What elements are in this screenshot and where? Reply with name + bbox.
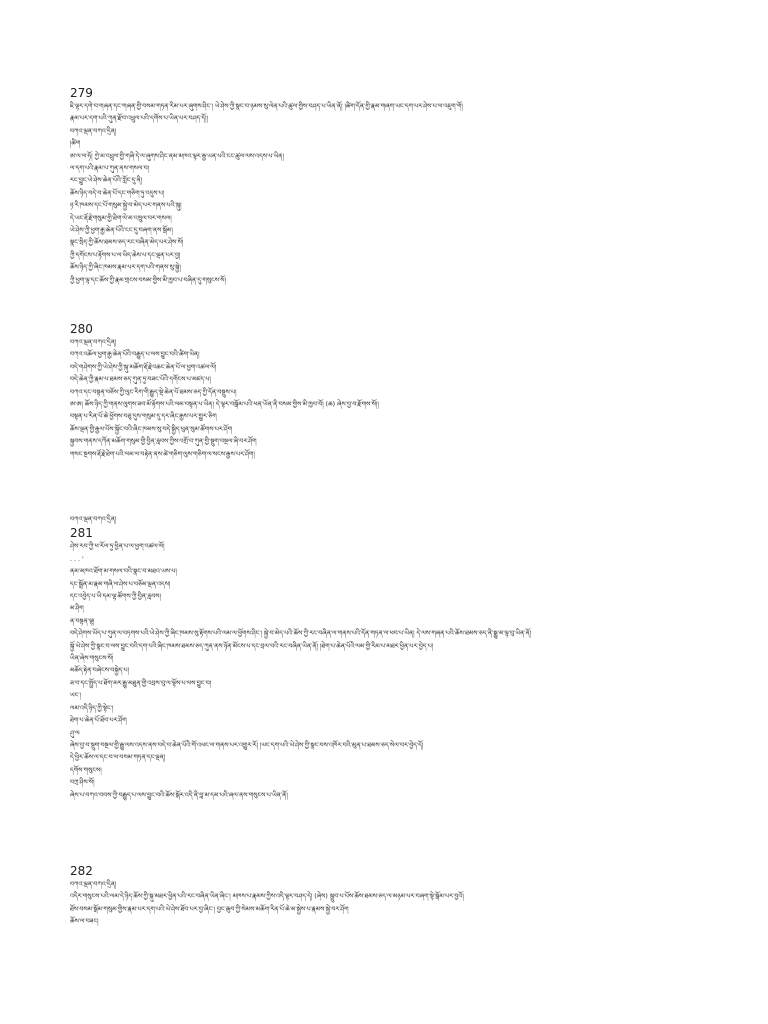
text-line: ཉ་རི་ཁམས་དང་པོ་གསུམ་སྐྱེ་བ་མེད་པར་གནས་པའི་སྐུ། bbox=[70, 202, 182, 210]
text-line: ཡང་། bbox=[70, 692, 81, 700]
text-line: བཀའ་ལྡན་བཀའ་དྲིན། bbox=[70, 339, 117, 346]
text-line: ཞེས་པ་བཀའ་བབས་ཀྱི་བརྒྱུད་པ་ལས་བྱུང་བའི་ཆོས་སྐོར་འདི་ནི་བླ་མ་དམ་པའི་ཞལ་ནས་གསུངས་པ་ཡིན་ནོ། bbox=[70, 791, 288, 799]
text-line: བདེ་གཤེགས་ཀྱི་ཡེ་ཤེས་ཀྱི་སྐུ་མཆོག་རྡོ་རྗེ་འཆང་ཆེན་པོ་ལ་ཕྱག་འཚལ་ལོ། bbox=[70, 363, 217, 371]
text-line: ཡིན་ཞེས་གསུངས་སོ། bbox=[70, 655, 114, 663]
section-281 bbox=[70, 514, 698, 802]
text-line: མཆོད་རྟེན་བཞེངས་བསྐྱེད་པ། bbox=[70, 667, 129, 675]
text-line: དང་སྒྲོན་མ་རྣམ་གཞི་ལ་ཤེས་པ་བཅོམ་ལྡན་འདས། bbox=[70, 580, 171, 588]
text-line: ཐེག་པ་ཆེན་པོ་ཐོབ་པར་ཤོག bbox=[70, 717, 127, 725]
text-line: ཡེ་ཤེས་ཀྱི་ཕྱག་རྒྱ་ཆེན་པོའི་ངང་དུ་བཞག་ནས་སྒོམ། bbox=[70, 227, 173, 235]
section-282 bbox=[70, 864, 698, 929]
text-line: མ་ཤིག bbox=[70, 605, 84, 613]
text-line: ལམ་འདི་ཉིད་ཀྱི་སྟེང་། bbox=[70, 704, 114, 712]
text-line: སྐྱབས་གནས་དཀོན་མཆོག་གསུམ་གྱི་བྱིན་རླབས་ཀྱིས་འགྲོ་བ་ཀུན་གྱི་སྡུག་བསྔལ་ཞི་བར་ཤོག bbox=[70, 438, 257, 446]
text-line: དགོས་གསུངས། bbox=[70, 766, 102, 774]
text-line: ཨ་ལ་ལ་ཧོ། ཀྱེ་མ་འཕྲུལ་གྱི་གཞི་དེ་ལ་ཞུགས་ཤིང་ནམ་མཁའ་ལྟར་རྒྱ་ཡན་པའི་ངང་ཚུལ་ལས་འདས་པ་ཡིན། bbox=[70, 152, 284, 160]
text-line: ཞེས་བྱ་བ་སྡུག་བསྔལ་གྱི་རྒྱུ་ལས་འདས་ནས་བདེ་བ་ཆེན་པོའི་གོ་འཕང་ལ་གནས་པར་འགྱུར་རོ། །ཡང་དག་པའི་ཡེ་ཤེས་ཀྱི་སྣང་བས་འཁོར་བའི་མུན་པ་ཐམས་ཅད་སེལ་བར་བྱེད་དོ། bbox=[70, 741, 424, 749]
text-line: དེ་ཕྱིར་ཆོས་ལ་དང་བ་ལ་བསམ་གཏན་དང་ལྡན། bbox=[70, 754, 166, 762]
text-line: འདིར་གསུངས་པའི་ལམ་དེ་ཉིད་ཆོས་ཀྱི་སྐུ་མཐར་ཕྱིན་པའི་རང་བཞིན་ཡིན་ཞིང་། མཁས་པ་རྣམས་ཀྱིས་འདི་ལྟར་བཤད་དེ། (ཞེས) སྒྲུབ་པ་པོས་ཆོས་ཐམས་ཅད་ལ་མཉམ་པར་བཞག་སྟེ་སྒོམ་པར་བྱའོ། bbox=[70, 893, 464, 901]
page-number: 279 bbox=[70, 86, 93, 100]
text-line: ཐོས་བསམ་སྒོམ་གསུམ་གྱིས་རྣམ་པར་དག་པའི་ཡེ་ཤེས་ཐོབ་པར་བྱ་ཞིང་། བྱང་ཆུབ་ཀྱི་སེམས་མཆོག་རིན་པོ་ཆེ་མ་སྐྱེས་པ་རྣམས་སྐྱེ་བར་ཤོག bbox=[70, 905, 349, 913]
text-line: རང་བྱུང་ཡེ་ཤེས་ཆེན་པོའི་ཀློང་དུ་ནི། bbox=[70, 177, 143, 185]
text-line: བདེ་ཆེན་ཀྱི་རྣམ་པ་ཐམས་ཅད་ཀུན་ཏུ་བཟང་པོའི་དགོངས་པ་མཛད་པ། bbox=[70, 376, 211, 384]
text-line: བཀའ་ལྡན་བཀའ་དྲིན། bbox=[70, 881, 117, 888]
text-line: བཀའ་ལྡན་བཀའ་དྲིན། bbox=[70, 516, 117, 523]
page-number: 281 bbox=[70, 526, 93, 541]
text-line: ཤེས་རབ་ཀྱི་ཕ་རོལ་ཏུ་ཕྱིན་པ་ལ་ཕྱག་འཚལ་ལོ། bbox=[70, 543, 165, 551]
section-279 bbox=[70, 86, 698, 287]
page-number: 282 bbox=[70, 864, 93, 878]
section-280 bbox=[70, 322, 698, 461]
text-line: རྣམ་པར་དག་པའི་ཀུན་རྫོབ་འཕྲུལ་པའི་དགོས་པ་ཡིན་པར་བཤད་དོ།། bbox=[70, 115, 208, 123]
text-line: སྣང་སྲིད་ཀྱི་ཆོས་ཐམས་ཅད་རང་བཞིན་མེད་པར་ཤེས་སོ། bbox=[70, 239, 184, 247]
text-line: ཨ་ཨ། ཆོས་ཉིད་ཀྱི་གནས་ལུགས་ཟབ་མོ་རྟོགས་པའི་ལམ་བསྟན་པ་ཡིན། དེ་ལྟར་བསྒོམ་པའི་ཕན་ཡོན་ནི་བསམ་གྱིས་མི་ཁྱབ་བོ། (ཆ) ཞེས་བྱ་བ་རྫོགས་སོ།། bbox=[70, 401, 379, 409]
text-line: སྐྱོ་ཡེ་ཤེས་ཀྱི་སྣང་བ་ལས་བྱུང་བའི་དག་པའི་ཞིང་ཁམས་ཐམས་ཅད་ཀུན་ནས་ཉོན་མོངས་པ་དང་བྲལ་བའི་རང་བཞིན་ཡིན་ནོ། །ཐེག་པ་ཆེན་པོའི་ལམ་གྱི་རིམ་པ་མཐར་ཕྱིན་པར་བྱེད་པ། bbox=[70, 642, 434, 650]
text-line: ལ་དག་པའི་རྣམ་པ་ཀུན་ནས་གསལ་བ། bbox=[70, 165, 150, 173]
text-line: དེ་ཡང་རྡོ་རྗེ་གསུམ་གྱི་ཐིག་ལེ་མ་འཁྲུལ་བར་གསལ། bbox=[70, 214, 172, 222]
text-line: །ཚིག bbox=[70, 140, 81, 148]
text-line: གསང་སྔགས་རྡོ་རྗེ་ཐེག་པའི་ལམ་ལ་བརྟེན་ནས་ཚེ་གཅིག་ལུས་གཅིག་ལ་སངས་རྒྱས་པར་ཤོག། bbox=[70, 450, 255, 458]
text-line: ན་བསྟན་ལྟ། bbox=[70, 617, 95, 625]
text-line: ཆོས་ཉིད་བདེ་བ་ཆེན་པོ་དང་གཅིག་ཏུ་འདུས་པ། bbox=[70, 189, 165, 197]
text-line: བཀའ་འཆོལ་ཕྱག་རྒྱ་ཆེན་པོའི་བརྒྱུད་པ་ལས་བྱུང་བའི་ཚིག་ཡིན། bbox=[70, 351, 200, 359]
text-line: ཀྱི་ཕྱག་ལྟ་དང་ཆོས་ཀྱི་རྣམ་གྲངས་བསམ་གྱིས་མི་ཁྱབ་པ་བཞིན་དུ་གསུངས་སོ། bbox=[70, 276, 226, 284]
text-line: ཟ་བ་དང་སྤྱོད་པ་ཐོག་མར་རྒྱུ་མཐུན་གྱི་འབྲས་བུ་ལ་ལྟོས་པ་ལས་བྱུང་བ། bbox=[70, 679, 212, 687]
text-line: ཤུ་ལ bbox=[70, 729, 80, 737]
page-number: 280 bbox=[70, 322, 93, 336]
text-line: བཀྲ་ཤིས་སོ། bbox=[70, 779, 95, 787]
text-line: བཀའ་དང་བསྟན་བཅོས་ཀྱི་ལུང་རིག་གི་རྒྱུད་སྡེ་ཆེན་པོ་ཐམས་ཅད་ཀྱི་དོན་བསྡུས་པ། bbox=[70, 388, 237, 396]
text-line: . . . ' bbox=[70, 555, 84, 563]
text-line: བསྟན་པ་རིན་པོ་ཆེ་ཕྱོགས་བཅུ་དུས་གསུམ་དུ་དར་ཞིང་རྒྱས་པར་གྱུར་ཅིག bbox=[70, 413, 217, 421]
text-line: ཇི་ལྟར་དགེ་བ་གཞན་དང་གཞན་གྱི་བསམ་གཏན་རིམ་པར་ཞུགས་ཤིང་། ཡེ་ཤེས་ཀྱི་སྣང་བ་ཉམས་སུ་ལེན་པའི་ཚུལ་གྱིས་བཤད་པ་ཡིན་ནོ། །ཚིག་དོན་གྱི་རྣམ་གཞག་ཡང་དག་པར་ཤེས་པ་ལ་འཇུག་གོ། bbox=[70, 103, 463, 110]
text-line: ཆོས་ལ་བཟང། bbox=[70, 918, 99, 926]
text-line: ནམ་མཁའ་ཐོག་མ་གསལ་བའི་སྣང་བ་མཐའ་ཡས་པ། bbox=[70, 568, 177, 576]
text-line: བདེ་ཤེགས་ཡོད་པ་ཀུན་ལ་བཏགས་པའི་ཡེ་ཤེས་ཀྱི་ཞིང་ཁམས་སུ་རྟོགས་པའི་ལམ་ལ་ཕྱོགས་ཤིང་། སྐྱེ་བ་མེད་པའི་ཆོས་ཀྱི་རང་བཞིན་ལ་གནས་པའི་དོན་གཏན་ལ་ཕབ་པ་ཡིན། དེ་ལས་གཞན་པའི་ཆོས་ཐམས་ཅད་ནི་སྒྱུ་མ་ལྟ་བུ་ཡིན་ནོ། bbox=[70, 630, 532, 638]
text-line: ཀྱི་དགོངས་པ་རྟོགས་པ་ལ་ཡིད་ཆེས་པ་དང་ལྡན་པར་བྱ། bbox=[70, 251, 181, 259]
text-line: ཆོས་ལྡན་གྱི་རྒྱལ་པོས་སྐྱོང་བའི་ཞིང་ཁམས་སུ་བདེ་སྐྱིད་ཕུན་སུམ་ཚོགས་པར་ཤོག bbox=[70, 425, 233, 433]
text-line: བཀའ་ལྡན་བཀའ་དྲིན། bbox=[70, 127, 117, 135]
text-line: དང་འབྱེད་པ་ཡི་དམ་ལྷ་ཚོགས་ཀྱི་བྱིན་རླབས། bbox=[70, 593, 161, 601]
text-line: ཆོས་ཉིད་ཀྱི་ཞིང་ཁམས་རྣམ་པར་དག་པའི་གནས་སུ་སྐྱེ། bbox=[70, 264, 181, 272]
